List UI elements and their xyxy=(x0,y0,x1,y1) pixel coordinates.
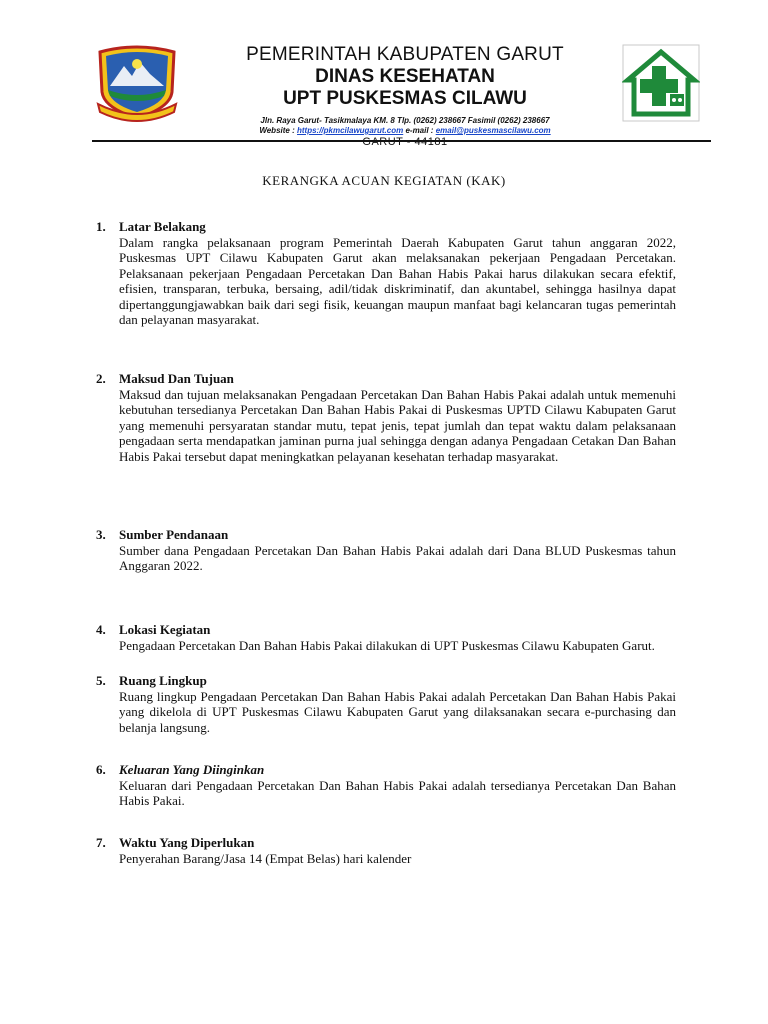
website-label: Website : xyxy=(259,126,295,135)
section-ruang-lingkup xyxy=(96,673,676,735)
government-name: PEMERINTAH KABUPATEN GARUT xyxy=(246,44,564,65)
section-number: 5. xyxy=(96,673,106,688)
email-link[interactable]: email@puskesmascilawu.com xyxy=(435,126,551,135)
contact-line xyxy=(195,126,615,136)
section-number: 4. xyxy=(96,622,106,637)
email-label: e-mail : xyxy=(405,126,434,135)
section-waktu xyxy=(96,835,676,866)
section-heading: Ruang Lingkup xyxy=(119,673,207,688)
section-body: Maksud dan tujuan melaksanakan Pengadaan Percetakan Dan Bahan Habis Pakai adalah untuk memenuhi kebutuhan tersedianya Percetakan Dan Bahan Habis Pakai di Puskesmas UPTD Cilawu Kabupaten Garut yang memenuhi persyaratan standar mutu, tepat jenis, tepat jumlah dan tepat waktu dalam pelaksanaan pengadaan serta mendapatkan jaminan purna jual sehingga dengan adanya Pengadaan Cetakan Dan Bahan Habis Pakai tersebut dapat meningkatkan pelayanan kesehatan terhadap masyarakat. xyxy=(119,386,676,464)
section-latar-belakang xyxy=(96,219,676,328)
section-keluaran xyxy=(96,762,676,809)
section-body: Ruang lingkup Pengadaan Percetakan Dan Bahan Habis Pakai adalah Percetakan Dan Bahan Habis Pakai yang dikelola di UPT Puskesmas Cilawu Kabupaten Garut yang dilaksanakan secara e-purchasing dan belanja langsung. xyxy=(119,688,676,735)
postal-code: GARUT - 44181 xyxy=(362,136,448,148)
section-body: Dalam rangka pelaksanaan program Pemerintah Daerah Kabupaten Garut tahun anggaran 2022, Puskesmas UPT Cilawu Kabupaten Garut akan melaksanakan pekerjaan Pengadaan Percetakan. Pelaksanaan pekerjaan Pengadaan Percetakan Dan Bahan Habis Pakai harus dilakukan secara efektif, efisien, transparan, terbuka, bersaing, adil/tidak diskriminatif, dan akuntabel, sehingga hasilnya dapat dipertanggungjawabkan baik dari segi fisik, keuangan maupun manfaat bagi kelancaran tugas pemerintah dan pelayanan masyarakat. xyxy=(119,234,676,327)
section-body: Penyerahan Barang/Jasa 14 (Empat Belas) hari kalender xyxy=(119,850,412,866)
section-number: 1. xyxy=(96,219,106,234)
garut-regency-crest-icon xyxy=(94,44,180,124)
section-body: Sumber dana Pengadaan Percetakan Dan Bahan Habis Pakai adalah dari Dana BLUD Puskesmas tahun Anggaran 2022. xyxy=(119,542,676,573)
section-number: 6. xyxy=(96,762,106,777)
letterhead xyxy=(195,44,615,149)
section-heading: Lokasi Kegiatan xyxy=(119,622,211,637)
office-address: Jln. Raya Garut- Tasikmalaya KM. 8 Tlp. (0262) 238667 Fasimil (0262) 238667 xyxy=(260,116,550,125)
section-number: 7. xyxy=(96,835,106,850)
section-heading: Waktu Yang Diperlukan xyxy=(119,835,255,850)
section-heading: Sumber Pendanaan xyxy=(119,527,229,542)
section-number: 2. xyxy=(96,371,106,386)
document-title: KERANGKA ACUAN KEGIATAN (KAK) xyxy=(262,173,506,188)
department-name: DINAS KESEHATAN xyxy=(315,66,495,87)
section-sumber-pendanaan xyxy=(96,527,676,574)
section-number: 3. xyxy=(96,527,106,542)
section-body: Keluaran dari Pengadaan Percetakan Dan Bahan Habis Pakai adalah tersedianya Percetakan Dan Bahan Habis Pakai. xyxy=(119,777,676,808)
office-name: UPT PUSKESMAS CILAWU xyxy=(283,88,527,109)
section-heading: Latar Belakang xyxy=(119,219,206,234)
section-lokasi-kegiatan xyxy=(96,622,676,653)
header-divider xyxy=(92,140,711,142)
website-link[interactable]: https://pkmcilawugarut.com xyxy=(296,126,404,135)
section-heading: Maksud Dan Tujuan xyxy=(119,371,234,386)
section-heading: Keluaran Yang Diinginkan xyxy=(119,762,265,777)
section-body: Pengadaan Percetakan Dan Bahan Habis Pakai dilakukan di UPT Puskesmas Cilawu Kabupaten Garut. xyxy=(119,637,655,653)
puskesmas-cross-house-icon xyxy=(622,44,700,122)
section-maksud-tujuan xyxy=(96,371,676,464)
